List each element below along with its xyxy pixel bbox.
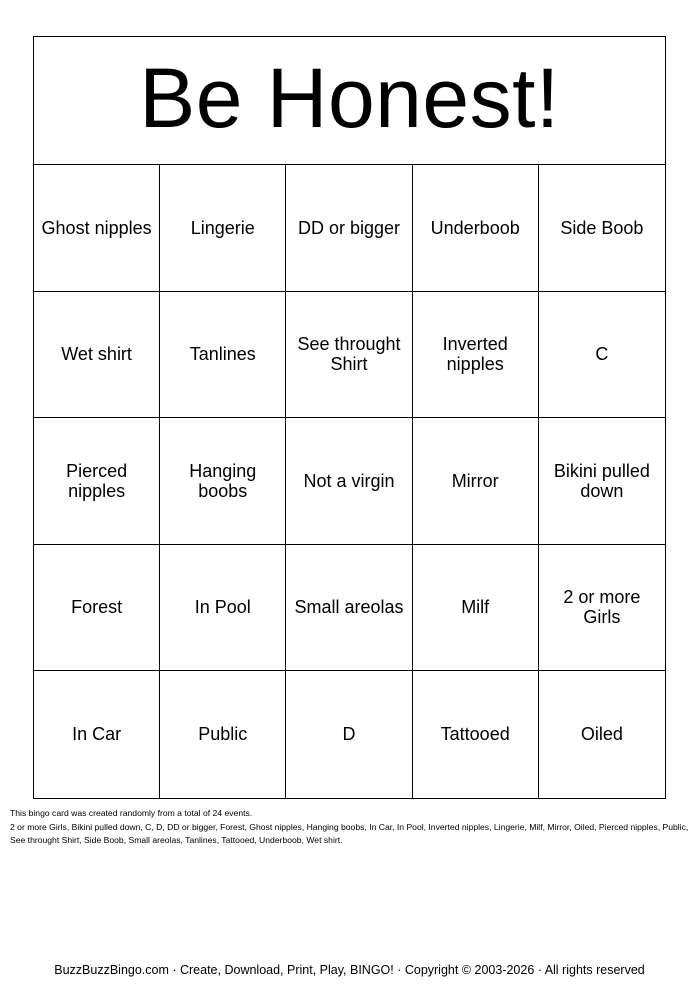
bingo-cell: See throught Shirt <box>286 292 412 419</box>
bingo-cell: C <box>539 292 665 419</box>
bingo-cell: Side Boob <box>539 165 665 292</box>
bingo-cell: Inverted nipples <box>413 292 539 419</box>
footnote-summary: This bingo card was created randomly from a total of 24 events. <box>10 808 253 818</box>
footnote <box>10 807 692 848</box>
bingo-cell: Small areolas <box>286 545 412 672</box>
bingo-cell: Oiled <box>580 724 623 745</box>
bingo-cell: Lingerie <box>160 165 286 292</box>
bingo-cell: Milf <box>413 545 539 672</box>
copyright-footer: BuzzBuzzBingo.com · Create, Download, Print, Play, BINGO! · Copyright © 2003-2026 · All rights reserved <box>54 963 645 977</box>
bingo-cell: Bikini pulled down <box>539 418 665 545</box>
footnote-event-list: 2 or more Girls, Bikini pulled down, C, D, DD or bigger, Forest, Ghost nipples, Hanging boobs, In Car, In Pool, Inverted nipples, Lingerie, Milf, Mirror, Oiled, Pierced nipples, Public, See throught Shirt, Side Boob, Small areolas, Tanlines, Tattooed, Underboob, Wet shirt. <box>10 821 689 845</box>
bingo-cell: Pierced nipples <box>34 418 160 545</box>
bingo-cell: Tanlines <box>160 292 286 419</box>
bingo-cell: Not a virgin <box>286 418 412 545</box>
bingo-card <box>33 36 666 799</box>
bingo-cell: Wet shirt <box>34 292 160 419</box>
bingo-cell: Underboob <box>413 165 539 292</box>
bingo-cell: In Car <box>34 671 160 798</box>
bingo-cell: Ghost nipples <box>34 165 160 292</box>
bingo-cell: Tattooed <box>413 671 539 798</box>
bingo-cell: 2 or more Girls <box>539 545 665 672</box>
card-title: Be Honest! <box>139 50 560 145</box>
title-row <box>34 37 665 165</box>
bingo-cell: Mirror <box>413 418 539 545</box>
bingo-cell: D <box>286 671 412 798</box>
bingo-grid <box>34 165 665 798</box>
bingo-cell: In Pool <box>160 545 286 672</box>
bingo-cell: Forest <box>34 545 160 672</box>
bingo-cell: DD or bigger <box>286 165 412 292</box>
bingo-cell: Public <box>160 671 286 798</box>
bingo-cell: Hanging boobs <box>160 418 286 545</box>
